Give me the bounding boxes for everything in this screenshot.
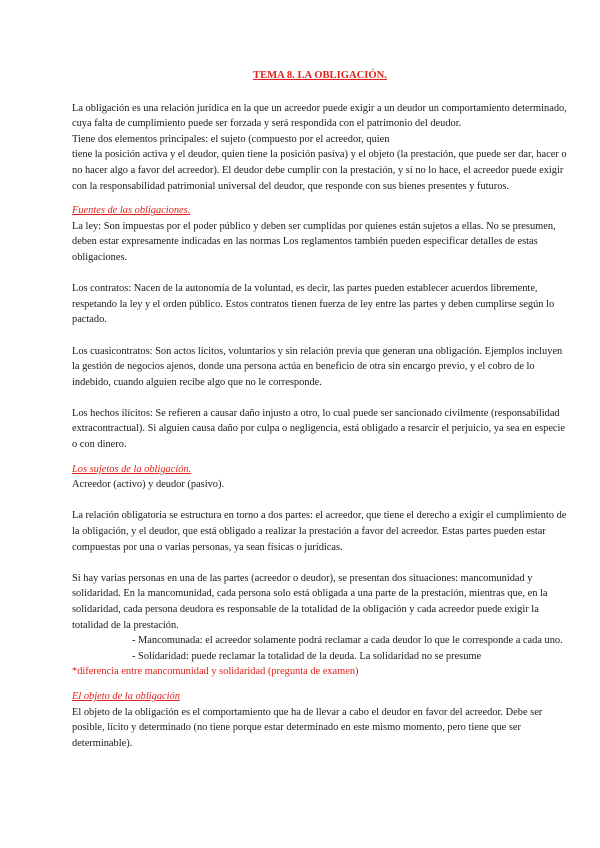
section-heading-objeto: El objeto de la obligación xyxy=(72,690,180,702)
solidaridad-text: - Solidaridad: puede reclamar la totalidad de la deuda. La solidaridad no se presume xyxy=(132,650,482,662)
exam-note: *diferencia entre mancomunidad y solidaridad (pregunta de examen) xyxy=(72,666,359,678)
objeto-paragraph: El objeto de la obligación es el comportamiento que ha de llevar a cabo el deudor en favor del acreedor. Debe ser posible, lícito y determinado (no tiene porque estar determinado en este mismo momento, pero tiene que ser determinable). xyxy=(72,706,543,749)
mancomunada-item xyxy=(72,633,568,649)
page-title: TEMA 8. LA OBLIGACIÓN. xyxy=(253,70,387,81)
solidaridad-item xyxy=(72,649,568,665)
fuente-hechos-ilicitos: Los hechos ilícitos: Se refieren a causar daño injusto a otro, lo cual puede ser sancionado civilmente (responsabilidad extracontractual). Si alguien causa daño por culpa o negligencia, está obligado a resarcir el perjuicio, ya sea en especie o con dinero. xyxy=(72,407,566,451)
intro-elements-line: Tiene dos elementos principales: el sujeto (compuesto por el acreedor, quien xyxy=(72,133,390,145)
sujetos-paragraph: La relación obligatoria se estructura en torno a dos partes: el acreedor, que tiene el derecho a exigir el cumplimiento de la obligación, y el deudor, que está obligado a realizar la prestación a favor del acreedor. Estas partes pueden estar compuestas por una o varias personas, ya sean físicas o jurídicas. xyxy=(72,510,567,553)
sujetos-line: Acreedor (activo) y deudor (pasivo). xyxy=(72,479,225,491)
sujetos-situaciones-paragraph: Si hay varias personas en una de las partes (acreedor o deudor), se presentan dos situaciones: mancomunidad y solidaridad. En la mancomunidad, cada persona solo está obligada a una parte de la prestación, mientras que, en la solidaridad, cada persona deudora es responsable de la totalidad de la obligación y cada acreedor puede exigir la totalidad de la prestación. xyxy=(72,572,548,631)
fuente-contratos: Los contratos: Nacen de la autonomía de la voluntad, es decir, las partes pueden establecer acuerdos libremente, respetando la ley y el orden público. Estos contratos tienen fuerza de ley entre las partes y deben cumplirse según lo pactado. xyxy=(72,283,555,326)
fuente-ley: La ley: Son impuestas por el poder público y deben ser cumplidas por quienes están sujetos a ellas. No se presumen, deben estar expresamente indicadas en las normas Los reglamentos también pueden especificar detalles de estas obligaciones. xyxy=(72,220,556,263)
mancomunada-text: - Mancomunada: el acreedor solamente podrá reclamar a cada deudor lo que le corresponde a cada uno. xyxy=(132,635,563,647)
fuente-cuasicontratos: Los cuasicontratos: Son actos lícitos, voluntarios y sin relación previa que generan una obligación. Ejemplos incluyen la gestión de negocios ajenos, donde una persona actúa en beneficio de otra sin encargo previo, y el cobro de lo indebido, cuando alguien recibe algo que no le corresponde. xyxy=(72,345,563,388)
intro-paragraph: La obligación es una relación jurídica en la que un acreedor puede exigir a un deudor un comportamiento determinado, cuya falta de cumplimiento puede ser forzada y será respondida con el patrimonio del deudor. xyxy=(72,102,567,130)
section-heading-fuentes: Fuentes de las obligaciones. xyxy=(72,205,191,217)
section-heading-sujetos: Los sujetos de la obligación. xyxy=(72,463,192,475)
intro-elements-paragraph: tiene la posición activa y el deudor, quien tiene la posición pasiva) y el objeto (la prestación, que puede ser dar, hacer o no hacer algo a favor del acreedor). El deudor debe cumplir con la prestación, y si no lo hace, el acreedor puede exigir con la responsabilidad patrimonial universal del deudor, que responde con sus bienes presentes y futuros. xyxy=(72,149,567,192)
